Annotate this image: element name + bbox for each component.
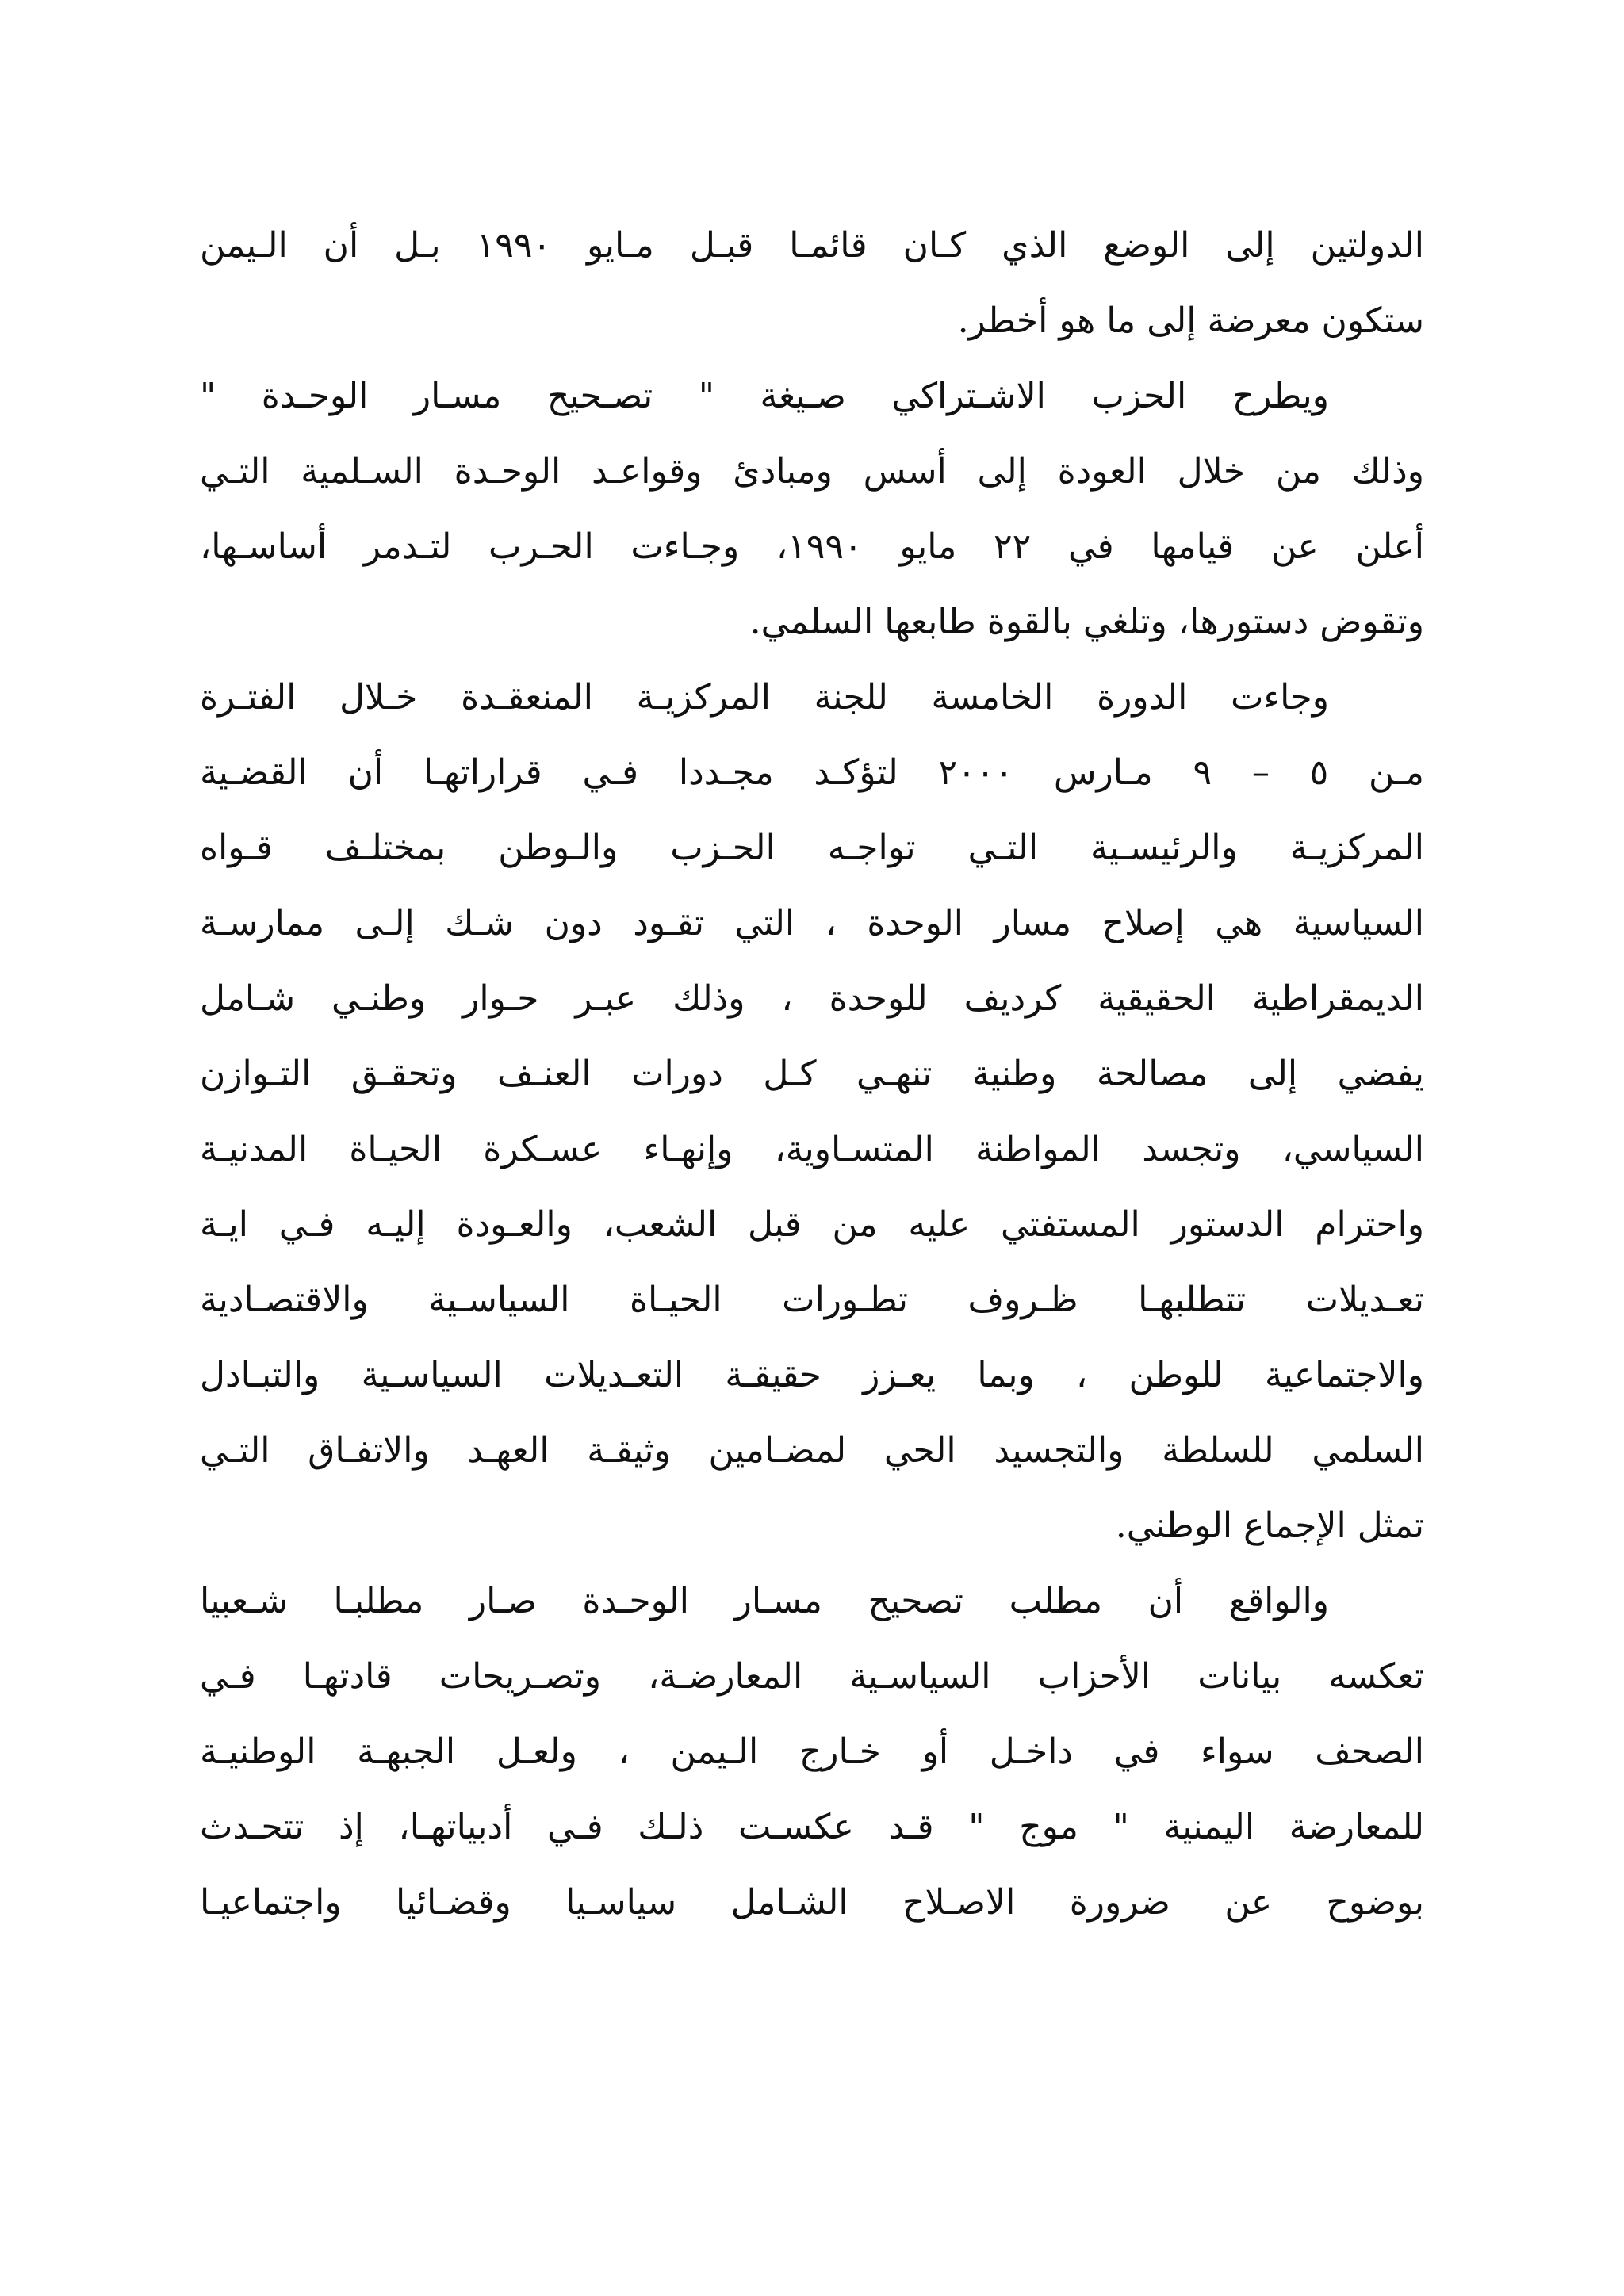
- text-line-7: وجاءت الدورة الخامسة للجنة المركزيـة المنعقـدة خـلال الفتـرة: [200, 677, 1329, 718]
- text-line-4: وذلك من خلال العودة إلى أسس ومبادئ وقواعـد الوحـدة السـلمية التـي: [200, 451, 1424, 492]
- text-line-10: السياسية هي إصلاح مسار الوحدة ، التي تقـود دون شـك إلـى ممارسـة: [200, 903, 1424, 943]
- text-line-14: واحترام الدستور المستفتي عليه من قبل الشعب، والعـودة إليـه فـي ايـة: [200, 1204, 1424, 1245]
- text-line-8: مـن ٥ – ٩ مـارس ٢٠٠٠ لتؤكـد مجـددا فـي قراراتهـا أن القضـية: [200, 752, 1424, 793]
- text-line-23: بوضوح عن ضرورة الاصـلاح الشـامل سياسـيا وقضـائيا واجتماعيـا: [200, 1882, 1424, 1923]
- text-line-3: ويطرح الحزب الاشـتراكي صـيغة " تصـحيح مسـار الوحـدة ": [200, 376, 1329, 416]
- text-line-21: الصحف سواء في داخـل أو خـارج الـيمن ، ولعـل الجبهـة الوطنيـة: [200, 1732, 1424, 1772]
- text-line-5: أعلن عن قيامها في ٢٢ مايو ١٩٩٠، وجـاءت الحـرب لتـدمر أساسـها،: [200, 526, 1424, 567]
- text-line-12: يفضي إلى مصالحة وطنية تنهـي كـل دورات العنـف وتحقـق التـوازن: [200, 1054, 1424, 1094]
- text-line-11: الديمقراطية الحقيقية كرديف للوحدة ، وذلك عبـر حـوار وطنـي شـامل: [200, 978, 1424, 1019]
- text-line-18: تمثل الإجماع الوطني.: [1115, 1506, 1424, 1546]
- text-line-19: والواقع أن مطلب تصحيح مسـار الوحـدة صـار مطلبـا شـعبيا: [200, 1581, 1329, 1621]
- text-line-15: تعـديلات تتطلبهـا ظـروف تطـورات الحيـاة السياسـية والاقتصـادية: [200, 1280, 1424, 1320]
- text-line-2: ستكون معرضة إلى ما هو أخطر.: [957, 300, 1424, 341]
- text-line-1: الدولتين إلى الوضع الذي كـان قائمـا قبـل مـايو ١٩٩٠ بـل أن الـيمن: [200, 225, 1424, 266]
- text-line-17: السلمي للسلطة والتجسيد الحي لمضـامين وثيقـة العهـد والاتفـاق التـي: [200, 1430, 1424, 1471]
- text-line-6: وتقوض دستورها، وتلغي بالقوة طابعها السلمي.: [749, 602, 1424, 642]
- text-line-20: تعكسه بيانات الأحزاب السياسـية المعارضـة، وتصـريحات قادتهـا فـي: [200, 1656, 1424, 1697]
- text-line-22: للمعارضة اليمنية " موج " قـد عكسـت ذلـك فـي أدبياتهـا، إذ تتحـدث: [200, 1807, 1424, 1847]
- document-page: [200, 208, 1424, 1940]
- text-line-9: المركزيـة والرئيسـية التـي تواجـه الحـزب والـوطن بمختلـف قـواه: [200, 828, 1424, 868]
- text-line-16: والاجتماعية للوطن ، وبما يعـزز حقيقـة التعـديلات السياسـية والتبـادل: [200, 1355, 1424, 1395]
- text-line-13: السياسي، وتجسد المواطنة المتسـاوية، وإنهـاء عسـكرة الحيـاة المدنيـة: [200, 1129, 1424, 1169]
